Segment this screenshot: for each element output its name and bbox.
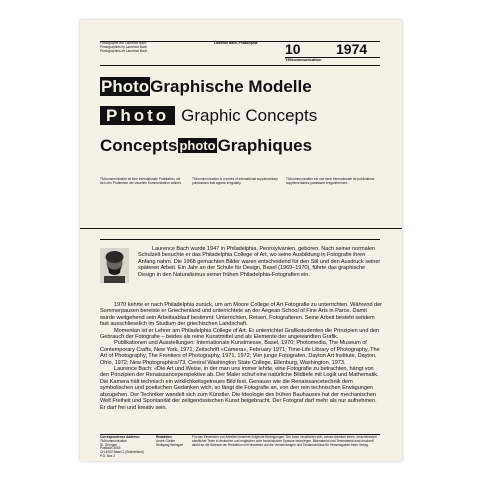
title-line-german [100, 77, 312, 96]
intro-column-french: TM/communication est une série internationale de publications supplémentaires paraissant irrégulièrement. [286, 177, 375, 185]
footer-line: P.O. Box 2 [100, 453, 116, 458]
article-body-main [100, 302, 382, 411]
magazine-page [80, 20, 402, 461]
title-line-french [100, 136, 312, 155]
title-rest: Graphische Modelle [150, 77, 312, 96]
magazine-name: TM/communication [285, 57, 322, 62]
title-line-english [100, 106, 317, 125]
article-paragraph: 1970 kehrte er nach Philadelphia zurück, um am Moore College of Art Fotografie zu unterrichten. Während der Sommerpausen bereiste er Griechenland und unterrichtete an der Aegean School of Fine Arts in Paros. Damit wurde weitgehend sein Arbeitsablauf bestimmt: Unterrichten, Reisen, Fotografieren. Seine Arbeit besteht seitdem fast ausschliesslich im Studium der griechischen Landschaft. [100, 302, 382, 328]
issue-year: 1974 [336, 41, 368, 57]
title-before: Concepts [100, 136, 178, 155]
footer-line: André Gürtler [156, 438, 176, 443]
footer-line: CH-4002 Basel 1 (Switzerland) [100, 450, 144, 455]
title-top-rule [100, 65, 380, 66]
author-line: Laurence Bach, Philadelphia [214, 41, 258, 45]
title-inverted-word: Photo [100, 106, 175, 125]
title-rest: Graphiques [217, 136, 313, 155]
footer-address-heading: Correspondence Address: [100, 435, 140, 439]
footer-address [100, 436, 148, 459]
intro-column-german: TM/communication ist eine internationale Publikation, die sich den Problemen der visuellen Kommunikation widmet. [100, 177, 182, 185]
credit-line: Photographies de Laurence Bach [100, 48, 148, 53]
portrait-photo [100, 248, 129, 283]
credit-line: Photographs von Laurence Bach [100, 41, 147, 45]
section-divider [80, 228, 402, 229]
issue-number: 10 [285, 41, 301, 57]
credit-line: Photographies by Laurence Bach [100, 44, 148, 49]
footer-editors [156, 436, 186, 447]
article-body-top [138, 246, 382, 278]
title-inverted-word: Photo [101, 77, 150, 96]
footer-line: TM/communication [100, 438, 127, 443]
footer-editors-heading: Redaktion: [156, 435, 173, 439]
intro-column-english: TM/communication is a series of international supplementary publications that appear irregularly. [192, 177, 278, 185]
article-paragraph: Laurence Bach wurde 1947 in Philadelphia, Pennsylvanien, geboren. Nach seiner normalen Schulzeit besuchte er das Philadelphia College of Art, wo seine Ausbildung in Fotografie ihren Anfang nahm. Die 1968 gemachten Bilder waren entscheidend für den Stil und den Ausdruck seiner späteren Arbeit. Ein Jahr an der Schule für Design, Basel (1969–1970), führte das graphische Design in den Naturalismus seiner frühen Philadelphia-Fotografien ein. [138, 246, 381, 278]
title-rest: Graphic Concepts [181, 106, 318, 125]
article-rule [100, 239, 380, 240]
title-inverted-word: photo [179, 138, 216, 153]
article-paragraph: Laurence Bach: «Die Art und Weise, in der man uns immer lehrte, eine Fotografie zu betrachten, hängt von den Prinzipien der Renaissanceperspektive ab. Der Maler schuf eine natürliche Bildtiefe mit Logik und Mathematik. Die Kamera hält technisch ein wirklichkeitsgetreues Bild fest. Genauso wie die Renaissancetechnik dem symbolischen und poetischen Gedanken wich, so fängt die Fotografie an, von den rein technischen Erwägungen abzugehen. Der Techniker wandelt sich zum Künstler. Die Ideologie des frühen Bauhauses hat der mechanischen Welt Freiheit und Spontanität der zeitgenössischen Kunst beigebracht. Der Fotograf darf mehr als nur aufnehmen. Er darf frei und kreativ sein. [100, 366, 379, 411]
footer-line: Wolfgang Weingart [156, 442, 183, 447]
footer-conditions: Für das Einsenden von Arbeiten bestehen folgende Bedingungen: Der Autor verpflichtet sich, seinen Arbeiten einen, einschliesslich sämtlicher Texte in deutscher und englischer oder französischer Sprache beizulegen. Bildmaterial und Textmaterial sind druckreif direkt an die Adresse der Redaktion mit Hinweisen auf die Verwendungen und Textanschlüsse für Hinweisgaben beim Verlag. [192, 435, 377, 447]
article-paragraph: Publikationen und Ausstellungen: Internationale Kunstmesse, Basel, 1970; Photomedia, The Museum of Contemporary Crafts, New York, 1971; Zeitschrift «Camera», February 1971; Time-Life Library of Photography, The Art of Photography, The Frontiers of Photography, 1971, 1972; Vier junge Fotografen, Dayton Art Institute, Dayton, Ohio, 1972; New Photographics/73, Central Washington State College, Ellenburg, Washington, 1973. [100, 340, 380, 366]
photo-credits [100, 42, 190, 53]
footer-line: Postfach 3003 [100, 446, 121, 451]
footer-line: St. Georgen [100, 442, 118, 447]
article-paragraph: Momentan ist er Lehrer am Philadelphia College of Art. Er unterrichtet Grafikstudenten die Prinzipien und den Gebrauch der Fotografie – beides als reine Kunstmittel und als Elemente der angewandten Grafik. [100, 327, 380, 341]
